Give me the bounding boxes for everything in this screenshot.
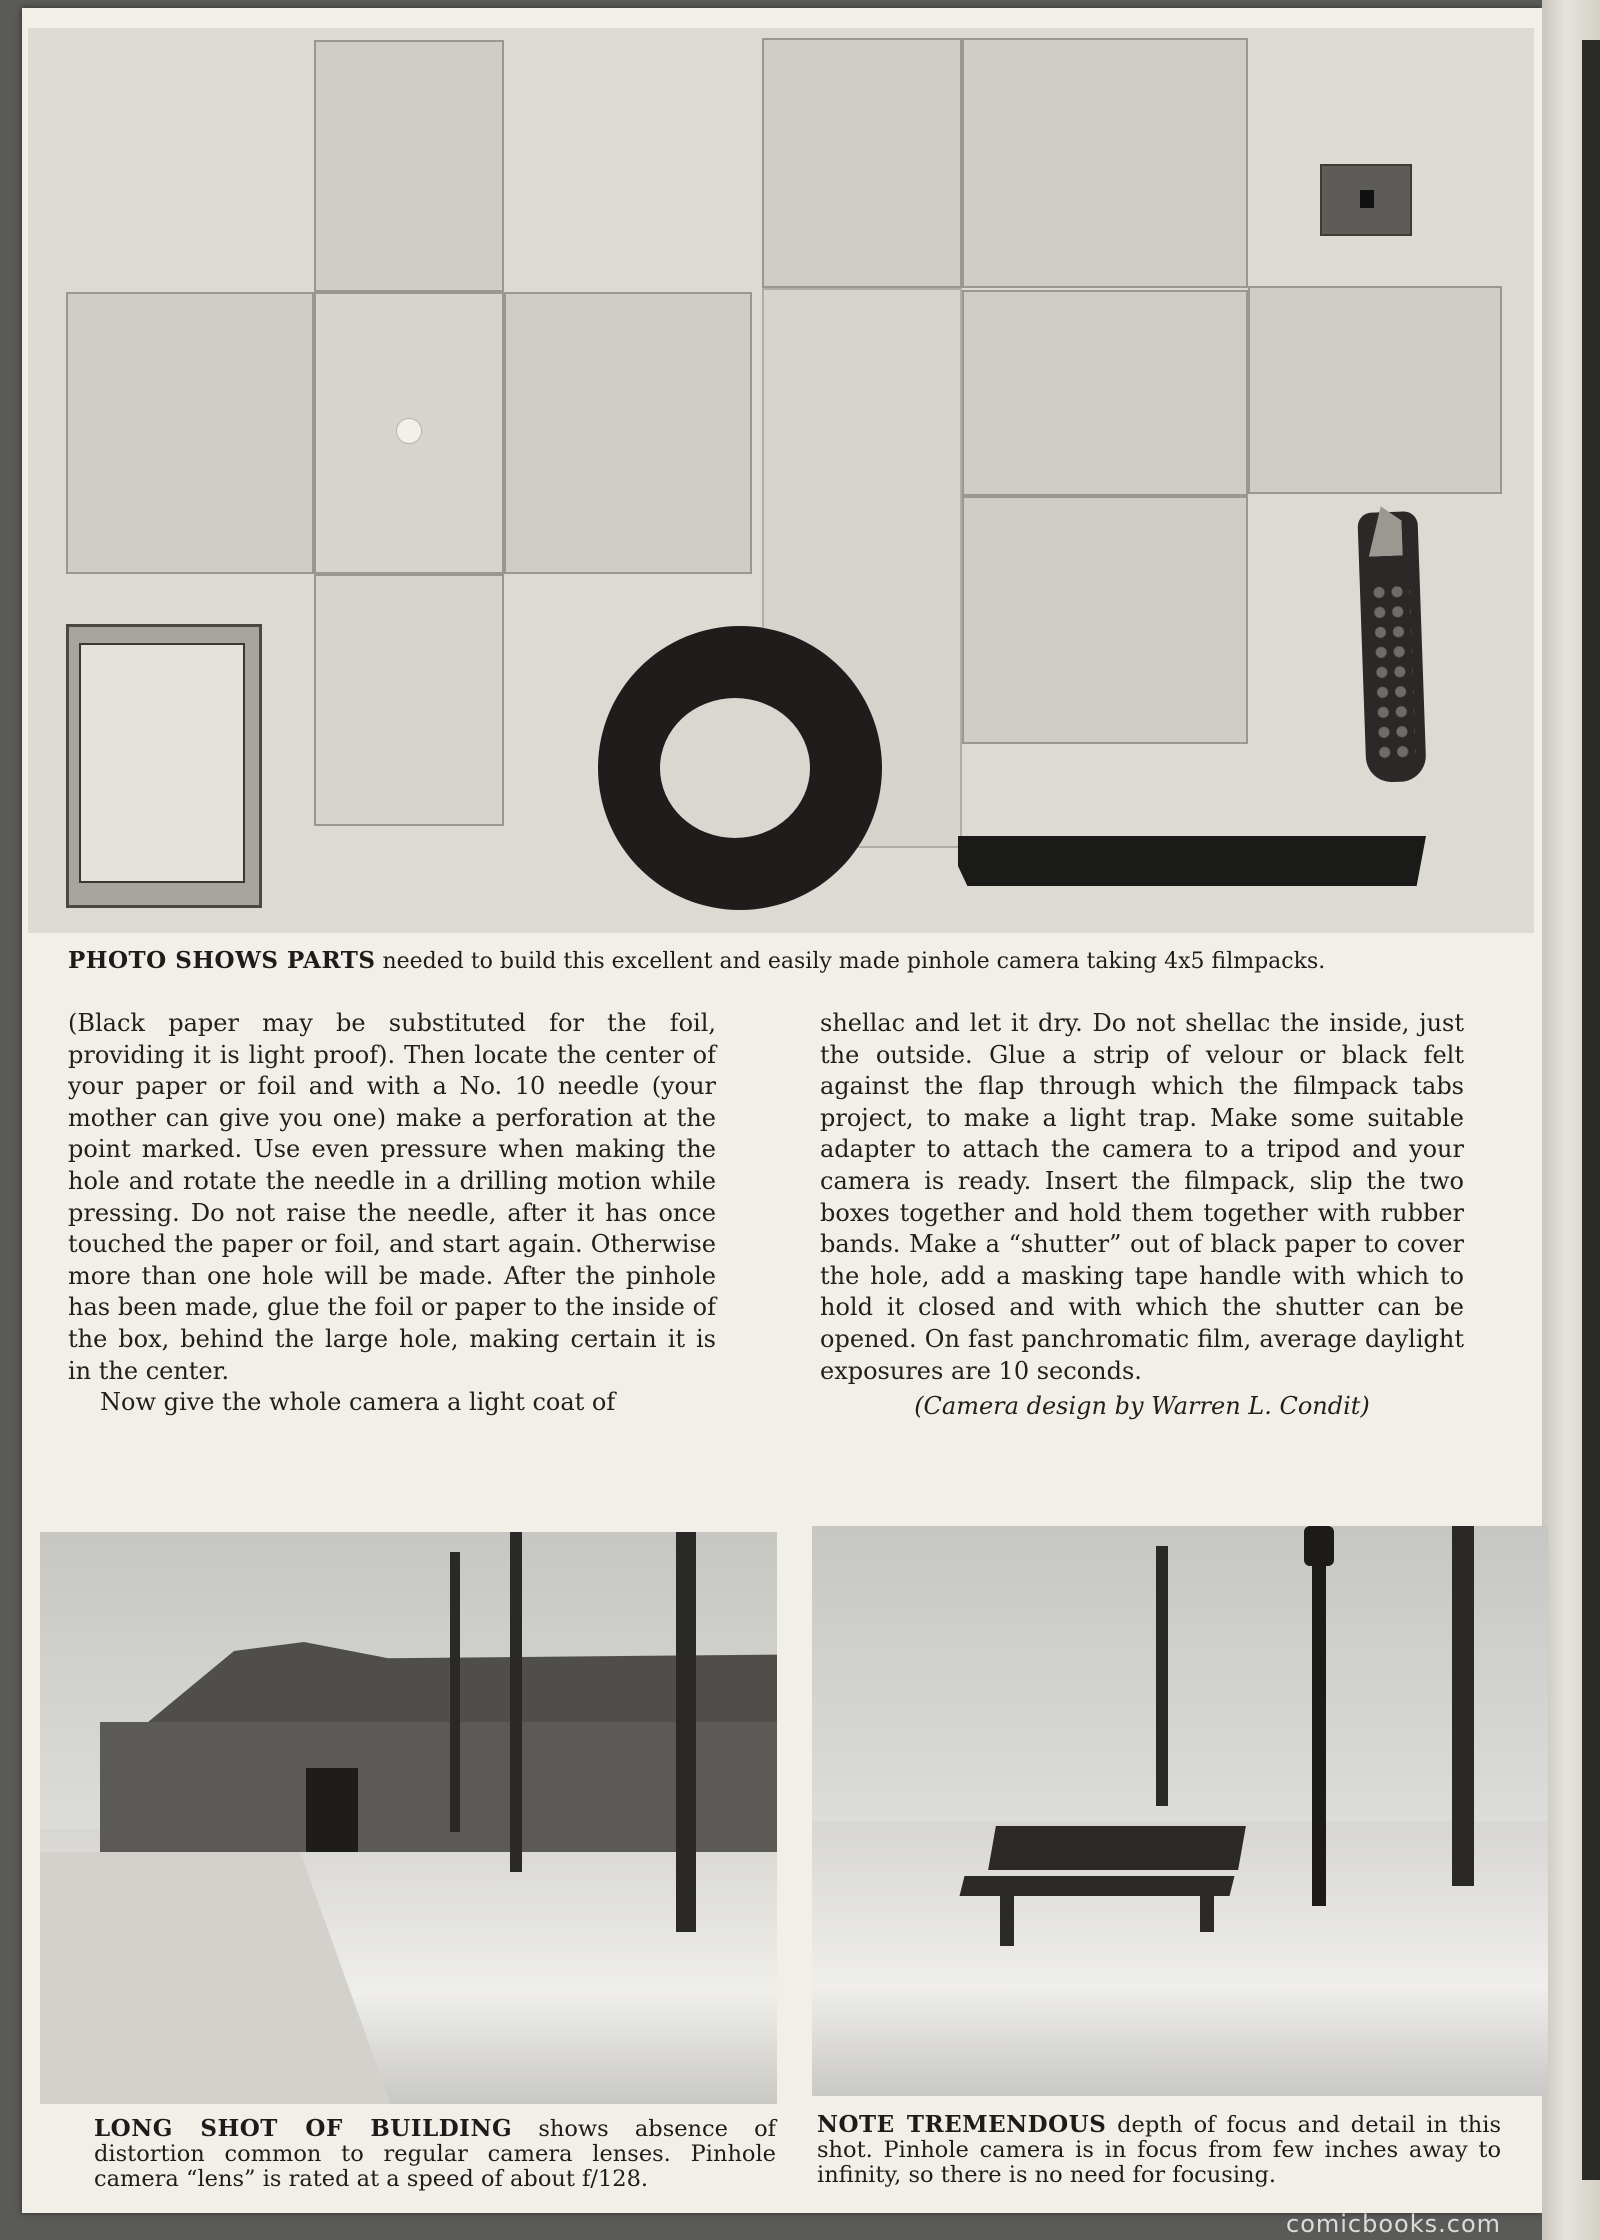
article-paragraph: shellac and let it dry. Do not shellac the inside, just the outside. Glue a strip of velour or black felt against the flap through which the filmpack tabs project, to make a light trap. Make some suitable adapter to attach the camera to a tripod and your camera is ready. Insert the filmpack, slip the two boxes together and hold them together with rubber bands. Make a “shutter” out of black paper to cover the hole, add a masking tape handle with which to hold it closed and with which the shutter can be opened. On fast panchromatic film, average daylight exposures are 10 seconds.: [820, 1009, 1464, 1385]
box-panel: [66, 292, 314, 574]
box-panel: [1248, 286, 1502, 494]
black-tape-strip: [958, 836, 1426, 886]
tree-trunk: [510, 1532, 522, 1872]
box-tray: [66, 624, 262, 908]
building-photo: [40, 1532, 777, 2104]
box-panel: [504, 292, 752, 574]
box-panel: [962, 38, 1248, 288]
bench-back: [988, 1826, 1246, 1870]
article-paragraph: (Black paper may be substituted for the foil, providing it is light proof). Then locate the center of your paper or foil and with a No. 10 needle (your mother can give you one) make a perforation at the point marked. Use even pressure when making the hole and rotate the needle in a drilling motion while pressing. Do not raise the needle, after it has once touched the paper or foil, and start again. Otherwise more than one hole will be made. After the pinhole has been made, glue the foil or paper to the inside of the box, behind the large hole, making certain it is in the center.: [68, 1009, 716, 1385]
watermark: comicbooks.com: [1286, 2210, 1502, 2238]
parts-photo-caption: [68, 946, 1488, 977]
tree-trunk: [1452, 1526, 1474, 1886]
bench-leg: [1000, 1886, 1014, 1946]
lamp-post: [1312, 1536, 1326, 1906]
tree-trunk: [450, 1552, 460, 1832]
tape-roll: [598, 626, 882, 910]
lens-hole: [396, 418, 422, 444]
building-photo-caption: [94, 2116, 776, 2192]
caption-text: shows absence of distortion common to regular camera lenses. Pinhole camera “lens” is rated at a speed of about f/128.: [94, 2116, 777, 2192]
box-panel: [962, 290, 1248, 496]
building-door: [306, 1768, 358, 1852]
tree-trunk: [1156, 1546, 1168, 1806]
caption-text: depth of focus and detail in this shot. Pinhole camera is in focus from few inches away to infinity, so there is no need for focusing.: [817, 2112, 1501, 2188]
box-panel: [314, 574, 504, 826]
caption-heading: PHOTO SHOWS PARTS: [68, 947, 376, 974]
box-panel-with-hole: [314, 292, 504, 574]
utility-knife: [1357, 511, 1426, 783]
caption-text: needed to build this excellent and easily made pinhole camera taking 4x5 filmpacks.: [382, 949, 1326, 974]
box-panel: [962, 496, 1248, 744]
adjacent-page-edge: [1542, 0, 1600, 2240]
article-column-right: [820, 1008, 1464, 1423]
park-bench-photo: [812, 1526, 1548, 2096]
pinhole-foil-square: [1320, 164, 1412, 236]
bench-leg: [1200, 1876, 1214, 1932]
caption-heading: LONG SHOT OF BUILDING: [94, 2115, 513, 2142]
article-column-left: [68, 1008, 716, 1419]
design-credit: (Camera design by Warren L. Condit): [914, 1392, 1370, 1421]
caption-heading: NOTE TREMENDOUS: [817, 2111, 1107, 2138]
tree-trunk: [676, 1532, 696, 1932]
box-panel: [762, 38, 962, 288]
lamp-head: [1304, 1526, 1334, 1566]
camera-parts-photo: [28, 28, 1534, 933]
box-panel: [314, 40, 504, 292]
bench-photo-caption: [817, 2112, 1501, 2188]
article-paragraph: Now give the whole camera a light coat of: [100, 1388, 616, 1417]
